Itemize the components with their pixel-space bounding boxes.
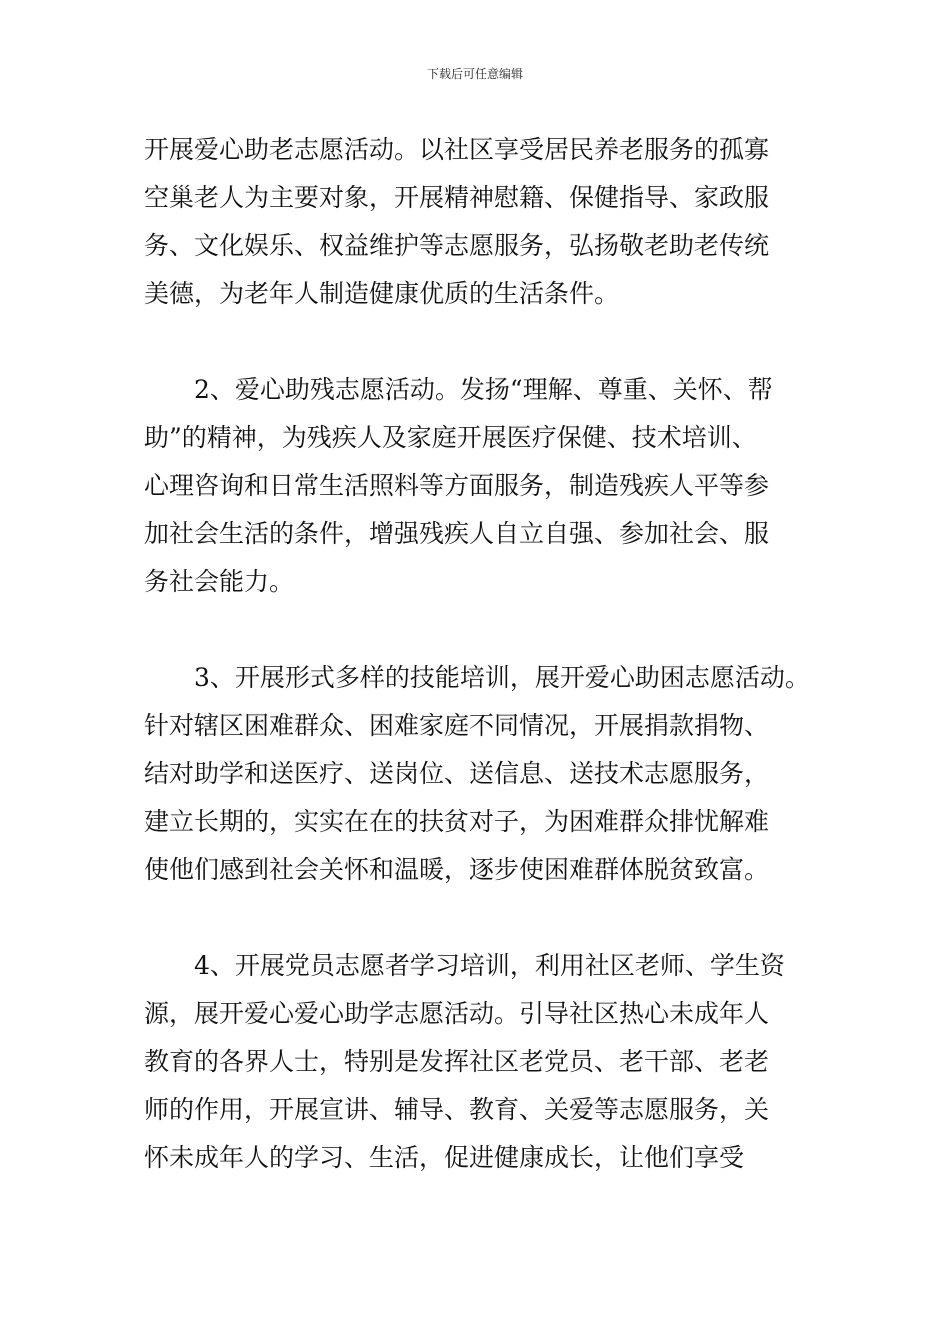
text-line: 使他们感到社会关怀和温暖，逐步使困难群体脱贫致富。 xyxy=(144,855,770,884)
text-line: 务、文化娱乐、权益维护等志愿服务，弘扬敬老助老传统 xyxy=(144,231,770,260)
text-line: 3、开展形式多样的技能培训，展开爱心助困志愿活动。 xyxy=(194,663,810,692)
text-line: 务社会能力。 xyxy=(144,567,295,596)
text-line: 开展爱心助老志愿活动。以社区享受居民养老服务的孤寡 xyxy=(144,135,770,164)
document-body xyxy=(144,126,834,1230)
text-line: 美德，为老年人制造健康优质的生活条件。 xyxy=(144,279,620,308)
paragraph-2 xyxy=(144,366,834,606)
text-line: 4、开展党员志愿者学习培训，利用社区老师、学生资 xyxy=(194,951,785,980)
text-line: 助”的精神，为残疾人及家庭开展医疗保健、技术培训、 xyxy=(144,423,757,452)
text-line: 建立长期的，实实在在的扶贫对子，为困难群众排忧解难 xyxy=(144,807,770,836)
text-line: 师的作用，开展宣讲、辅导、教育、关爱等志愿服务，关 xyxy=(144,1095,770,1124)
text-line: 源，展开爱心爱心助学志愿活动。引导社区热心未成年人 xyxy=(144,999,770,1028)
text-line: 心理咨询和日常生活照料等方面服务，制造残疾人平等参 xyxy=(144,471,770,500)
paragraph-4 xyxy=(144,942,834,1182)
text-line: 加社会生活的条件，增强残疾人自立自强、参加社会、服 xyxy=(144,519,770,548)
paragraph-1 xyxy=(144,126,834,318)
text-line: 结对助学和送医疗、送岗位、送信息、送技术志愿服务， xyxy=(144,759,770,788)
paragraph-3 xyxy=(144,654,834,894)
text-line: 空巢老人为主要对象，开展精神慰籍、保健指导、家政服 xyxy=(144,183,770,212)
text-line: 教育的各界人士，特别是发挥社区老党员、老干部、老老 xyxy=(144,1047,770,1076)
text-line: 2、爱心助残志愿活动。发扬“理解、尊重、关怀、帮 xyxy=(194,375,773,404)
page-header: 下载后可任意编辑 xyxy=(426,67,523,81)
text-line: 怀未成年人的学习、生活，促进健康成长，让他们享受 xyxy=(144,1143,745,1172)
text-line: 针对辖区困难群众、困难家庭不同情况，开展捐款捐物、 xyxy=(144,711,770,740)
